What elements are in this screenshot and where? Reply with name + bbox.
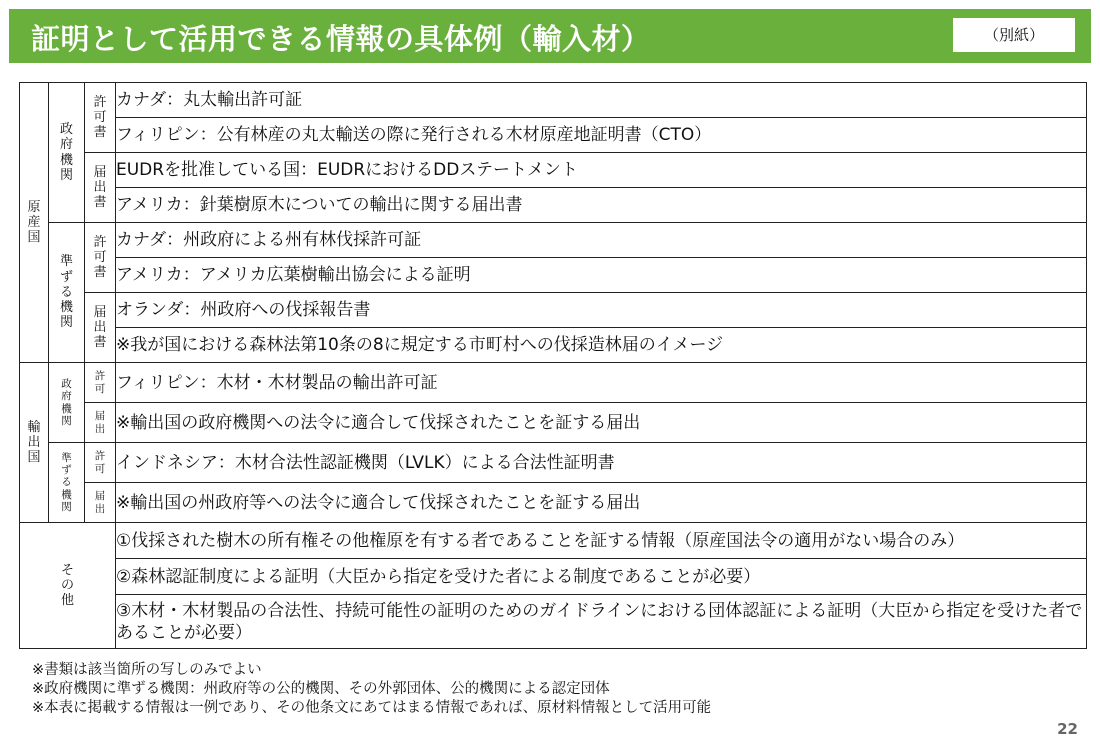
table-row [20,595,1087,649]
table-cell-item: フィリピン：木材・木材製品の輸出許可証 [116,363,1087,403]
table-cell-item: アメリカ：アメリカ広葉樹輸出協会による証明 [116,258,1087,293]
page-number: 22 [1057,720,1078,738]
other-cell [20,523,116,649]
table-cell-item: オランダ：州政府への伐採報告書 [116,293,1087,328]
title-banner [9,9,1091,63]
origin-quasi-notice-label: 届 出 書 [93,304,107,351]
table-row [20,403,1087,443]
footnotes [32,661,711,718]
origin-government-label: 政 府 機 関 [59,121,73,183]
export-quasi-label: 準 ず る 機 関 [61,452,72,513]
export-country-cell [20,363,49,523]
export-government-label: 政 府 機 関 [61,378,72,427]
table-cell-item: カナダ：州政府による州有林伐採許可証 [116,223,1087,258]
attachment-tag: （別紙） [953,18,1075,52]
table-cell-item: インドネシア：木材合法性認証機関（LVLK）による合法性証明書 [116,443,1087,483]
table-row [20,559,1087,595]
origin-government-cell [49,83,85,223]
table-cell-item: ※輸出国の政府機関への法令に適合して伐採されたことを証する届出 [116,403,1087,443]
other-label: そ の 他 [60,562,74,609]
origin-gov-permit-cell [85,83,116,153]
footnote: ※政府機関に準ずる機関：州政府等の公的機関、その外郭団体、公的機関による認定団体 [32,681,610,697]
table-row [20,328,1087,363]
table-cell-item: アメリカ：針葉樹原木についての輸出に関する届出書 [116,188,1087,223]
table-row [20,153,1087,188]
table-cell-item: EUDRを批准している国：EUDRにおけるDDステートメント [116,153,1087,188]
table-cell-item: カナダ：丸太輸出許可証 [116,83,1087,118]
origin-country-label: 原 産 国 [27,199,41,246]
table-row [20,118,1087,153]
table-row [20,363,1087,403]
export-gov-notice-cell [85,403,116,443]
origin-quasi-permit-cell [85,223,116,293]
page-title: 証明として活用できる情報の具体例（輸入材） [31,22,651,56]
table-cell-item: ③木材・木材製品の合法性、持続可能性の証明のためのガイドラインにおける団体認証による証明（大臣から指定を受けた者であることが必要） [116,595,1087,649]
table-cell-item: ②森林認証制度による証明（大臣から指定を受けた者による制度であることが必要） [116,559,1087,595]
export-gov-notice-label: 届 出 [94,410,106,435]
table-row [20,483,1087,523]
origin-gov-notice-cell [85,153,116,223]
footnote: ※本表に掲載する情報は一例であり、その他条文にあてはまる情報であれば、原材料情報として活用可能 [32,700,712,716]
export-quasi-permit-label: 許 可 [94,450,106,475]
table-row [20,523,1087,559]
export-quasi-permit-cell [85,443,116,483]
footnote: ※書類は該当箇所の写しのみでよい [32,662,262,678]
export-gov-permit-cell [85,363,116,403]
table-row [20,83,1087,118]
origin-country-cell [20,83,49,363]
export-country-label: 輸 出 国 [27,419,41,466]
origin-gov-notice-label: 届 出 書 [93,164,107,211]
origin-gov-permit-label: 許 可 書 [93,94,107,141]
table-cell-item: ※我が国における森林法第10条の8に規定する市町村への伐採造林届のイメージ [116,328,1087,363]
table-row [20,258,1087,293]
export-quasi-cell [49,443,85,523]
origin-quasi-permit-label: 許 可 書 [93,234,107,281]
origin-quasi-cell [49,223,85,363]
table-row [20,223,1087,258]
table-row [20,293,1087,328]
table-row [20,188,1087,223]
table-cell-item: ※輸出国の州政府等への法令に適合して伐採されたことを証する届出 [116,483,1087,523]
origin-quasi-label: 準 ず る 機 関 [59,254,73,331]
export-quasi-notice-label: 届 出 [94,490,106,515]
table-cell-item: ①伐採された樹木の所有権その他権原を有する者であることを証する情報（原産国法令の適用がない場合のみ） [116,523,1087,559]
origin-quasi-notice-cell [85,293,116,363]
export-government-cell [49,363,85,443]
export-quasi-notice-cell [85,483,116,523]
evidence-table [19,82,1087,649]
export-gov-permit-label: 許 可 [94,370,106,395]
table-row [20,443,1087,483]
table-cell-item: フィリピン：公有林産の丸太輸送の際に発行される木材原産地証明書（CTO） [116,118,1087,153]
